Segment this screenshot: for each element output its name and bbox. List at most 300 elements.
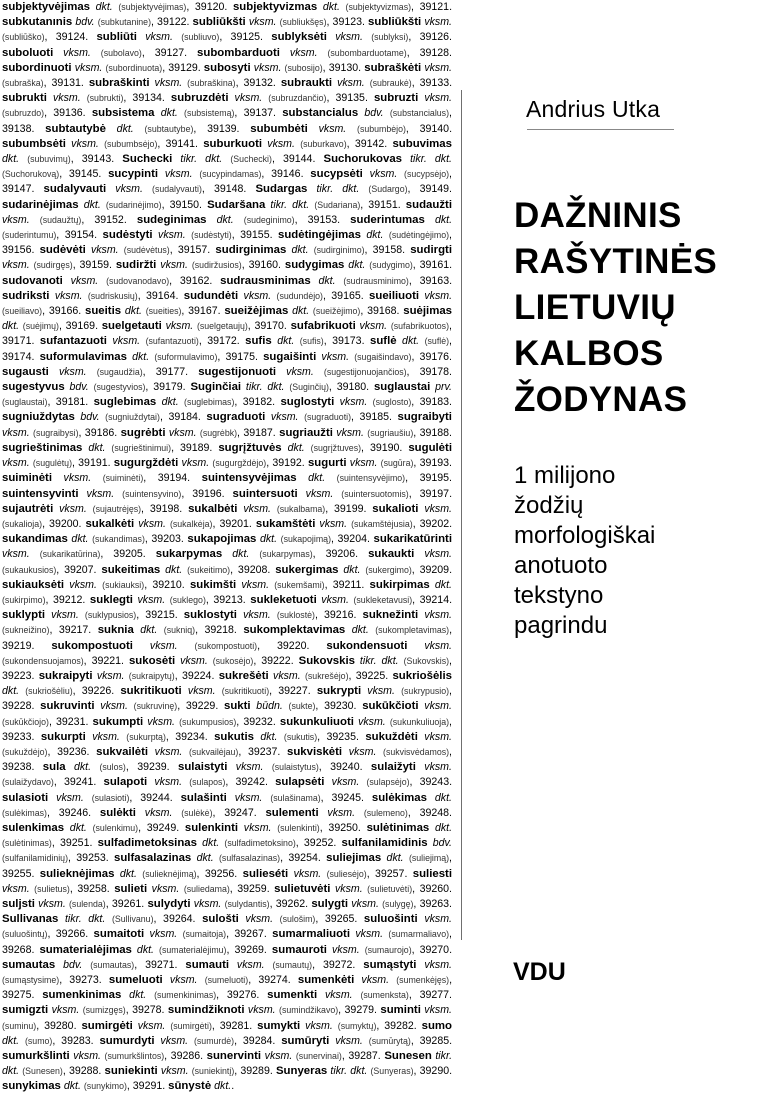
headword: subraukti [280,77,333,90]
example-form: (sulenkimu) [92,822,139,833]
dictionary-entry: 39167. sueižėjimas dkt. (sueižėjimo), [188,305,368,318]
headword: subrukti [2,92,47,105]
entry-number: 39267. [234,928,267,941]
entry-number: 39143. [81,153,115,166]
part-of-speech: vksm. [2,213,30,226]
example-form: (Suchecki) [230,154,272,165]
headword: suklegti [89,593,133,606]
example-form: (sugūra) [380,458,414,469]
headword: sukvailėti [96,745,149,758]
part-of-speech: vksm. [334,882,363,895]
part-of-speech: vksm. [181,457,210,470]
subtitle-line: morfologiškai [514,522,656,549]
dictionary-entry: 39220. sukondensuoti vksm. (sukondensuojamos), [2,639,452,667]
example-form: (sueities) [145,306,182,317]
headword: sugaišinti [263,350,317,363]
headword: sukamštėti [255,517,316,530]
entry-number: 39282. [384,1019,417,1032]
example-form: (substancialus) [389,108,450,119]
entry-number: 39136. [53,107,86,120]
example-form: (sukvailėjau) [188,746,239,757]
example-form: (sukleketavusi) [353,594,413,605]
headword: suėjimas [403,305,453,318]
headword: sumeluoti [108,974,163,986]
dictionary-entry: 39262. sulygti vksm. (sulygę), [275,897,420,910]
entry-number: 39173. [332,335,365,348]
part-of-speech: tikr. dkt. [270,198,310,211]
part-of-speech: vksm. [38,897,66,910]
part-of-speech: vksm. [424,92,452,105]
example-form: (sukarikatūrina) [39,549,101,560]
dictionary-entry: 39278. sumindžiknoti vksm. (sumindžikavo), [132,1004,345,1017]
headword: substancialus [282,107,359,120]
dictionary-entry: 39182. suglostyti vksm. (suglosto), [242,396,420,409]
part-of-speech: dkt. [291,244,309,257]
dictionary-entry: 39221. sukosėti vksm. (sukosėjo), [91,654,262,667]
dictionary-entry: 39129. subosyti vksm. (subosijo), [168,61,329,74]
headword: suniekinti [104,1065,158,1078]
headword: sukūkčioti [362,700,419,713]
part-of-speech: vksm. [289,46,318,59]
example-form: (sulenkinti) [277,822,320,833]
part-of-speech: dkt. [129,989,147,1002]
example-form: (suintersuotomis) [341,488,409,499]
part-of-speech: vksm. [424,16,452,29]
dictionary-entry: 39171. sufantazuoti vksm. (sufantazuoti), [2,335,208,348]
headword: sukritikuoti [120,685,182,698]
part-of-speech: tikr. dkt. [180,153,223,166]
headword: suintensyvinti [2,487,79,500]
entry-number: 39286. [170,1050,204,1063]
headword: sucypinti [108,168,159,181]
entry-number: 39246. [58,806,92,819]
entry-number: 39229. [185,700,219,713]
entry-number: 39122. [157,16,190,29]
headword: suflė [369,335,397,348]
example-form: (sufantazuoti) [145,336,199,347]
headword: sugriaužti [279,426,333,439]
dictionary-entry: 39226. sukritikuoti vksm. (sukritikuoti), [81,685,279,698]
dictionary-entry: 39286. sunervinti vksm. (sunervinai), [170,1050,349,1063]
entry-number: 39223. [2,669,35,682]
headword: Sukovskis [298,654,355,667]
headword: sublyksėti [271,31,327,44]
part-of-speech: vksm. [164,168,193,181]
example-form: (sulenda) [69,898,106,909]
part-of-speech: vksm. [147,715,175,728]
example-form: (sulėtinimas) [2,838,52,849]
dictionary-entry: 39236. sukvailėti vksm. (sukvailėjau), [57,745,248,758]
example-form: (suniekintį) [191,1066,235,1077]
entry-number: 39124. [55,31,89,44]
dictionary-entry: 39249. sulenkinti vksm. (sulenkinti), [146,821,329,834]
dictionary-entry: 39175. sugaišinti vksm. (sugaišindavo), [225,350,420,363]
entry-number: 39242. [235,776,268,789]
dictionary-entry: 39191. sugurgždėti vksm. (sugurgždėjo), [78,457,273,470]
entry-number: 39263. [419,897,452,910]
part-of-speech: vksm. [358,715,386,728]
dictionary-entry: 39128. subordinuoti vksm. (subordinuota), [2,46,452,74]
entry-number: 39284. [242,1034,276,1047]
entry-number: 39217. [58,624,92,637]
headword: suminti [380,1004,421,1017]
dictionary-entry: 39135. subruzti vksm. (subruzdo), [2,92,452,120]
entry-number: 39255. [2,867,35,880]
headword: sukrešėti [218,669,269,682]
example-form: (sukunkuliuoja) [389,716,450,727]
entry-number: 39199. [334,502,367,515]
part-of-speech: vksm. [273,669,301,682]
dictionary-entry: 39136. subsistema dkt. (subsistemą), [53,107,244,120]
entry-number: 39175. [225,350,258,363]
entry-number: 39240. [330,761,363,774]
entry-number: 39140. [419,122,453,135]
part-of-speech: dkt. [202,837,220,850]
headword: sudirgti [410,244,452,257]
entry-number: 39194. [157,472,191,485]
subtitle-line: anotuoto [514,552,608,579]
headword: sulėkti [99,806,136,819]
headword: sulėkimas [371,791,427,804]
headword: sugrėbti [120,426,166,439]
dictionary-entry: 39227. sukrypti vksm. (sukrypusio), [278,685,452,698]
entry-number: 39177. [155,365,189,378]
dictionary-entry: 39144. Suchorukovas tikr. dkt. (Suchorukovą), [2,153,452,181]
example-form: (subrukti) [86,93,124,104]
entry-number: 39251. [60,837,93,850]
dictionary-entry: 39201. sukamštėti vksm. (sukamštėjusia), [219,517,420,530]
dictionary-entry: 39269. sumauroti vksm. (sumaurojo), [234,943,420,956]
headword: sulfadimetoksinas [97,837,197,850]
headword: sumykti [257,1019,301,1032]
example-form: (sulygę) [382,898,414,909]
dictionary-entry: 39147. sudalyvauti vksm. (sudalyvauti), [2,183,214,196]
entry-number: 39148. [213,183,247,196]
part-of-speech: vksm. [69,578,97,591]
entry-number: 39218. [204,624,237,637]
entry-number: 39259. [237,882,270,895]
dictionary-entry: 39282. sumo dkt. (sumo), [2,1019,453,1047]
part-of-speech: vksm. [349,457,378,470]
example-form: (Sunesen) [22,1066,63,1077]
headword: sulfasalazinas [114,852,192,865]
example-form: (sudėtingėjimo) [388,230,450,241]
part-of-speech: vksm. [248,16,277,29]
example-form: (subumbsėjo) [104,138,158,149]
headword: sumo [421,1019,453,1032]
headword: subuvimas [392,137,452,150]
dictionary-entry: 39277. sumigzti vksm. (sumizgęs), [2,989,452,1017]
headword: sukiauksėti [2,578,65,591]
part-of-speech: vksm. [56,791,84,804]
entry-number: 39270. [419,943,453,956]
entry-number: 39291. [132,1080,166,1093]
example-form: (sudiržusios) [191,260,242,271]
example-form: (sukalbama) [276,503,326,514]
dictionary-entry: 39165. sueiliuoti vksm. (sueiliavo), [2,289,453,318]
dictionary-entry: 39225. sukriošėlis dkt. (sukriošėliu), [2,669,452,698]
example-form: (suintensyvino) [122,488,182,499]
example-form: (suklostė) [276,610,315,621]
headword: sulieséti [242,867,289,880]
headword: sumenkti [267,989,318,1002]
dictionary-entry: 39133. subrukti vksm. (subrukti), [2,77,453,105]
dictionary-entry: 39184. sugraduoti vksm. (sugraduoti), [168,411,360,424]
example-form: (sumyktų) [337,1020,377,1031]
part-of-speech: vksm. [424,609,452,622]
part-of-speech: vksm. [90,244,119,257]
dictionary-entry: 39268. sumaterialėjimas dkt. (sumaterialėjimu), [2,943,235,956]
part-of-speech: dkt. [259,533,278,546]
dictionary-entry: 39134. subruzdėti vksm. (subruzdančio), [132,92,336,105]
part-of-speech: bdv. [69,381,89,394]
entry-number: 39125. [230,31,263,44]
part-of-speech: dkt. [216,213,234,226]
dictionary-entry: 39243. sulasioti vksm. (sulasioti), [2,776,453,804]
example-form: (sunervinai) [295,1051,342,1062]
dictionary-entry: 39193. suiminėti vksm. (suiminėti), [2,457,452,485]
dictionary-entry: 39203. sukapojimas dkt. (sukapojimą), [151,533,338,546]
example-form: (sunykimo) [83,1081,127,1092]
entry-number: 39211. [332,578,365,591]
book-title [514,193,717,423]
part-of-speech: vksm. [73,1050,101,1063]
headword: sukompostuoti [51,639,133,652]
dictionary-entry: 39210. sukimšti vksm. (sukemšami), [152,578,333,591]
part-of-speech: dkt. [434,821,453,834]
dictionary-entry: 39157. sudirginimas dkt. (sudirginimo), [177,244,373,257]
dictionary-entry: 39200. sukalkėti vksm. (sukalkėja), [49,517,220,530]
entry-number: 39254. [288,852,321,865]
dictionary-entry: 39190. sugulėti vksm. (sugulėtų), [2,441,452,470]
headword: sudaužti [405,198,452,211]
dictionary-entry: 39126. suboluoti vksm. (subolavo), [2,31,452,59]
example-form: (sukamštėjusia) [351,518,413,529]
entry-number: 39260. [419,882,452,895]
entry-number: 39196. [192,487,225,500]
part-of-speech: vksm. [2,882,30,895]
part-of-speech: vksm. [63,472,92,485]
title-line: ŽODYNAS [514,380,688,419]
headword: sugniuždytas [2,411,75,424]
headword: sugulėti [408,441,452,454]
dictionary-entry: 39252. sulfanilamidinis bdv. (sulfanilamidinių), [2,837,452,865]
entry-number: 39208. [237,563,271,576]
part-of-speech: prv. [435,381,452,394]
example-form: (sugrieštinimui) [111,442,172,453]
example-form: (subtautybe) [144,123,194,134]
entry-number: 39288. [68,1065,102,1078]
entry-number: 39159. [79,259,112,272]
example-form: (sulaistytus) [271,762,319,773]
example-form: (sumenkinimas) [154,990,217,1001]
entry-number: 39131. [51,77,84,90]
entry-number: 39271. [145,958,178,971]
entry-number: 39172. [207,335,240,348]
entry-number: 39230. [324,700,357,713]
dictionary-entry: 39139. subumbėti vksm. (subumbėjo), [207,122,420,135]
headword: sumąstyti [363,958,417,971]
headword: sufantazuoti [39,335,107,348]
headword: suklypti [2,609,46,622]
headword: sumirgėti [81,1019,133,1032]
example-form: (Sunyeras) [370,1066,414,1077]
entry-number: 39170. [254,320,287,333]
part-of-speech: dkt. [232,548,250,561]
part-of-speech: dkt. [69,821,87,834]
headword: sunervinti [206,1050,262,1063]
dictionary-entry: 39131. subraškinti vksm. (subraškina), [51,77,244,90]
entry-number: 39185. [359,411,392,424]
headword: subliūti [96,31,137,44]
dictionary-entry: 39170. sufabrikuoti vksm. (sufabrikuotos), [254,320,452,333]
dictionary-entry: 39137. substancialus bdv. (substancialus), [243,107,452,120]
headword: sulaistyti [178,761,228,774]
example-form: (sulėkimas) [2,807,47,818]
entry-number: 39171. [2,335,35,348]
headword: sufabrikuoti [290,320,356,333]
part-of-speech: tikr. dkt. [245,381,285,394]
headword: sukimšti [189,578,237,591]
example-form: (sugestijonuojančios) [323,366,407,377]
dictionary-entry: 39222. Sukovskis tikr. dkt. (Sukovskis), [261,654,452,667]
part-of-speech: vksm. [243,609,271,622]
part-of-speech: vksm. [86,487,115,500]
headword: sudygimas [284,259,345,272]
example-form: (sublyksi) [371,32,409,43]
entry-number: 39158. [372,244,406,257]
dictionary-entry: 39138. subtautybė dkt. (subtautybe), [2,122,208,135]
headword: sukrypti [316,685,362,698]
headword: sueižėjimas [224,305,289,318]
headword: sukosėti [128,654,176,667]
dictionary-entry: 39162. sudrausminimas dkt. (sudrausminimo), [179,274,420,287]
entry-number: 39150. [169,198,202,211]
headword: subumbėti [250,122,308,135]
part-of-speech: vksm. [2,457,30,470]
headword: Sudaršana [207,198,266,211]
subtitle-line: pagrindu [514,612,608,639]
entry-number: 39261. [111,897,145,910]
headword: sukuždėti [365,730,418,743]
example-form: (sukuždėjo) [2,746,48,757]
example-form: (sukalioja) [2,518,43,529]
part-of-speech: vksm. [63,46,91,59]
part-of-speech: vksm. [234,92,263,105]
part-of-speech: vksm. [51,609,79,622]
example-form: (suglaustai) [2,397,48,408]
dictionary-entry: 39166. sueitis dkt. (sueities), [48,305,189,318]
example-form: (sugraibysi) [33,427,79,438]
example-form: (sudygimo) [369,260,413,271]
part-of-speech: vksm. [267,137,295,150]
part-of-speech: vksm. [138,517,166,530]
headword: sulėtinimas [366,821,430,834]
headword: sugraibyti [397,411,452,424]
example-form: (sukraipytų) [128,670,175,681]
headword: sugurgždėti [113,457,179,470]
dictionary-entry: 39198. sukalbėti vksm. (sukalbama), [149,502,335,515]
headword: sulasioti [2,791,49,804]
entry-number: 39132. [243,77,276,90]
example-form: (suklego) [169,594,206,605]
part-of-speech: vksm. [236,958,265,971]
entry-number: 39234. [175,730,208,743]
entry-number: 39285. [419,1034,453,1047]
example-form: (suderintumu) [2,230,57,241]
part-of-speech: vksm. [193,897,222,910]
example-form: (sulietus) [34,883,70,894]
example-form: (sucypsėjo) [404,169,450,180]
entry-number: 39274. [258,974,291,986]
part-of-speech: vksm. [137,593,166,606]
example-form: (subombarduotame) [327,47,407,58]
dictionary-entry: 39223. sukraipyti vksm. (sukraipytų), [2,669,182,682]
part-of-speech: vksm. [305,1019,333,1032]
entry-number: 39289. [240,1065,273,1078]
dictionary-entry: 39155. sudėtingėjimas dkt. (sudėtingėjimo), [240,229,452,242]
example-form: (suflė) [424,336,450,347]
part-of-speech: dkt. [322,1,340,13]
example-form: (suintensyvėjimo) [336,473,406,484]
entry-number: 39262. [275,897,309,910]
example-form: (sugulėtų) [32,458,72,469]
example-form: (sumautų) [272,959,313,970]
dictionary-entry: 39217. suknia dkt. (sukniq), [58,624,205,637]
headword: sudėvėti [39,244,86,257]
headword: suiminėti [2,472,53,485]
entry-number: 39120. [194,1,228,13]
dictionary-entry: 39287. Sunesen tikr. dkt. (Sunesen), [2,1050,453,1078]
headword: Sudargas [255,183,308,196]
example-form: (subruzdančio) [268,93,327,104]
headword: sugestyvus [2,381,65,394]
headword: sudeginimas [136,213,207,226]
dictionary-entry: 39148. Sudargas tikr. dkt. (Sudargo), [213,183,420,196]
headword: sugrieštinimas [2,441,83,454]
example-form: (sudundėjo) [276,290,323,301]
entry-number: 39221. [91,654,124,667]
part-of-speech: vksm. [2,548,30,561]
part-of-speech: vksm. [70,274,99,287]
example-form: (subraukė) [369,78,412,89]
example-form: (sukompletavimas) [375,625,450,636]
entry-number: 39174. [2,350,35,363]
part-of-speech: vksm. [59,502,87,515]
dictionary-entry: 39261. sulydyti vksm. (sulydantis), [111,897,276,910]
entry-number: 39139. [207,122,240,135]
dictionary-entry: 39214. suklypti vksm. (suklypusios), [2,593,453,622]
entry-number: 39206. [325,548,359,561]
dictionary-entry: 39205. sukarpymas dkt. (sukarpymas), [113,548,326,561]
dictionary-entry: 39189. sugrįžtuvės dkt. (sugrįžtuves), [179,441,370,454]
title-line: DAŽNINIS [514,196,682,235]
headword: sukleketuoti [250,593,317,606]
headword: sudrausminimas [220,274,311,287]
headword: sukalbėti [188,502,238,515]
example-form: (sudaužtų) [39,214,82,225]
entry-number: 39192. [272,457,305,470]
headword: suintensyvėjimas [201,472,297,485]
dictionary-entry: 39260. suljsti vksm. (sulenda), [2,882,452,910]
entry-number: 39138. [2,122,35,135]
example-form: (sugrėbk) [199,427,238,438]
title-line: KALBOS [514,334,664,373]
headword: sulenkinti [184,821,239,834]
example-form: (subordinuota) [105,62,163,73]
headword: subosyti [203,61,251,74]
example-form: (sugestyvios) [93,382,146,393]
